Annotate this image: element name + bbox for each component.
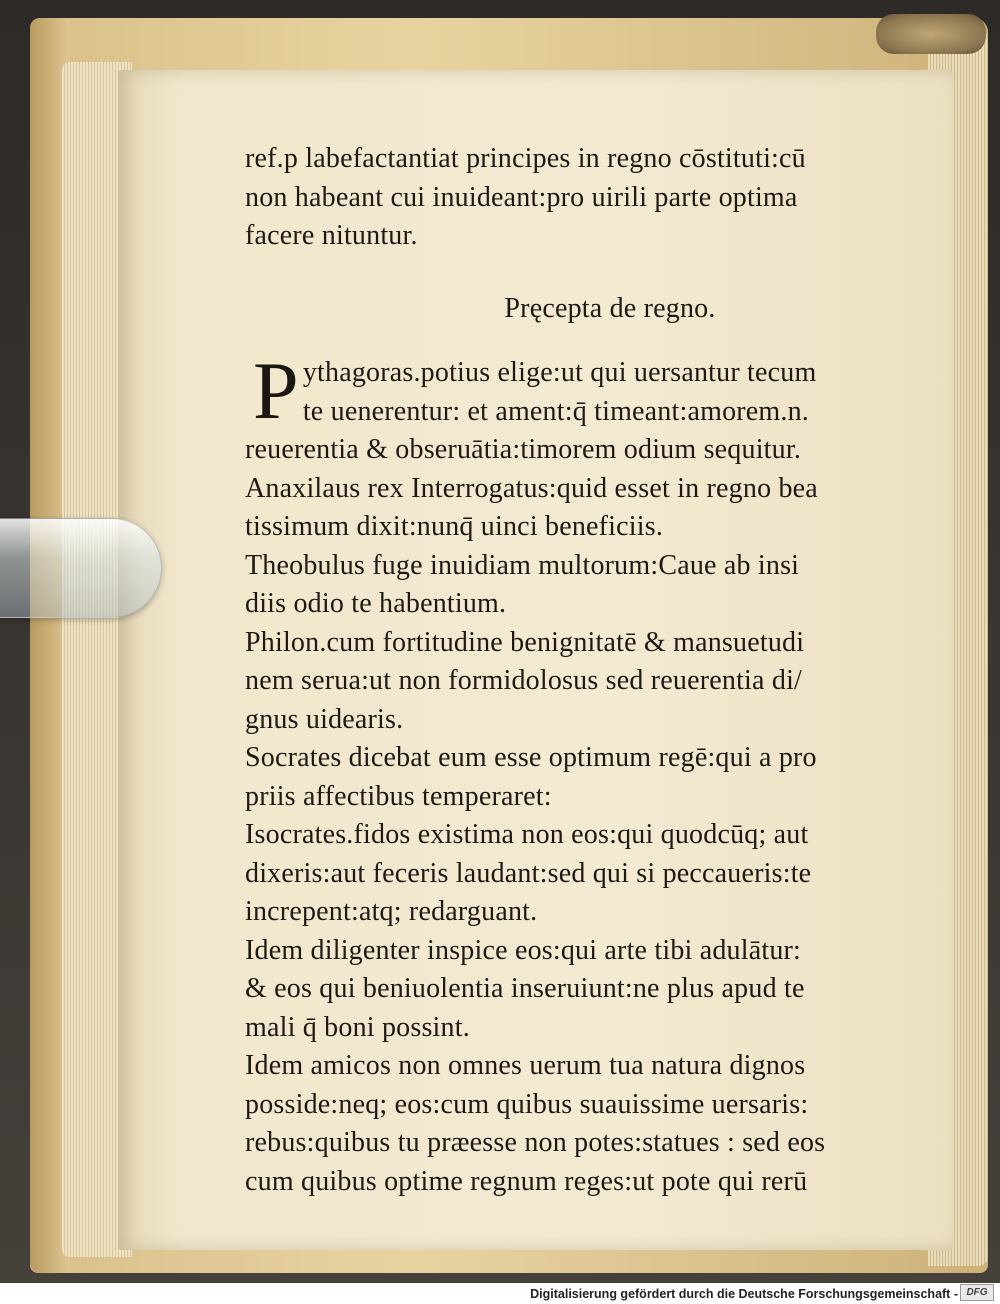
text-line: increpent:atq; redarguant.: [245, 896, 538, 927]
drop-capital: P: [253, 345, 299, 436]
text-line: priis affectibus temperaret:: [245, 780, 552, 812]
text-line: Idem diligenter inspice eos:qui arte tibi adulātur:: [245, 934, 802, 966]
text-line: tissimum dixit:nunq̄ uinci beneficiis.: [245, 511, 664, 542]
text-line: Theobulus fuge inuidiam multorum:Caue ab insi: [245, 549, 800, 581]
text-line: reuerentia & obseruātia:timorem odium sequitur.: [245, 434, 802, 465]
text-line: gnus uidearis.: [245, 703, 404, 735]
dropcap-paragraph: [245, 345, 945, 436]
funding-note: Digitalisierung gefördert durch die Deutsche Forschungsgemeinschaft -: [530, 1287, 958, 1301]
text-line: diis odio te habentium.: [245, 588, 507, 619]
text-line: non habeant cui inuideant:pro uirili parte optima: [245, 181, 798, 213]
text-line: mali q̄ boni possint.: [245, 1011, 470, 1043]
section-heading: Pręcepta de regno.: [504, 292, 716, 324]
text-line: facere nituntur.: [245, 220, 418, 251]
text-line: Socrates dicebat eum esse optimum regē:qui a pro: [245, 742, 817, 773]
footer-bar: [0, 1283, 1000, 1304]
dfg-logo: DFG: [960, 1284, 994, 1301]
page-text: [245, 140, 945, 1201]
text-line: posside:neq; eos:cum quibus suauissime uersaris:: [245, 1088, 809, 1120]
text-line: Idem amicos non omnes uerum tua natura dignos: [245, 1050, 806, 1081]
text-line: Philon.cum fortitudine benignitatē & mansuetudi: [245, 626, 805, 658]
text-line: Isocrates.fidos existima non eos:qui quodcūq; aut: [245, 819, 809, 850]
text-line: rebus:quibus tu præesse non potes:statues : sed eos: [245, 1127, 826, 1158]
text-line: & eos qui beniuolentia inseruiunt:ne plus apud te: [245, 973, 805, 1004]
text-line: nem serua:ut non formidolosus sed reuerentia di/: [245, 665, 803, 696]
text-line: ythagoras.potius elige:ut qui uersantur tecum: [302, 357, 817, 388]
headband: [876, 14, 986, 54]
text-line: dixeris:aut feceris laudant:sed qui si peccaueris:te: [245, 857, 812, 889]
plastic-page-clip: [0, 518, 162, 618]
text-line: cum quibus optime regnum reges:ut pote qui rerū: [245, 1165, 808, 1197]
text-line: Anaxilaus rex Interrogatus:quid esset in regno bea: [245, 472, 818, 504]
text-line: te uenerentur: et ament:q̄ timeant:amorem.n.: [302, 395, 810, 427]
text-line: ref.p labefactantiat principes in regno cōstituti:cū: [245, 143, 806, 174]
